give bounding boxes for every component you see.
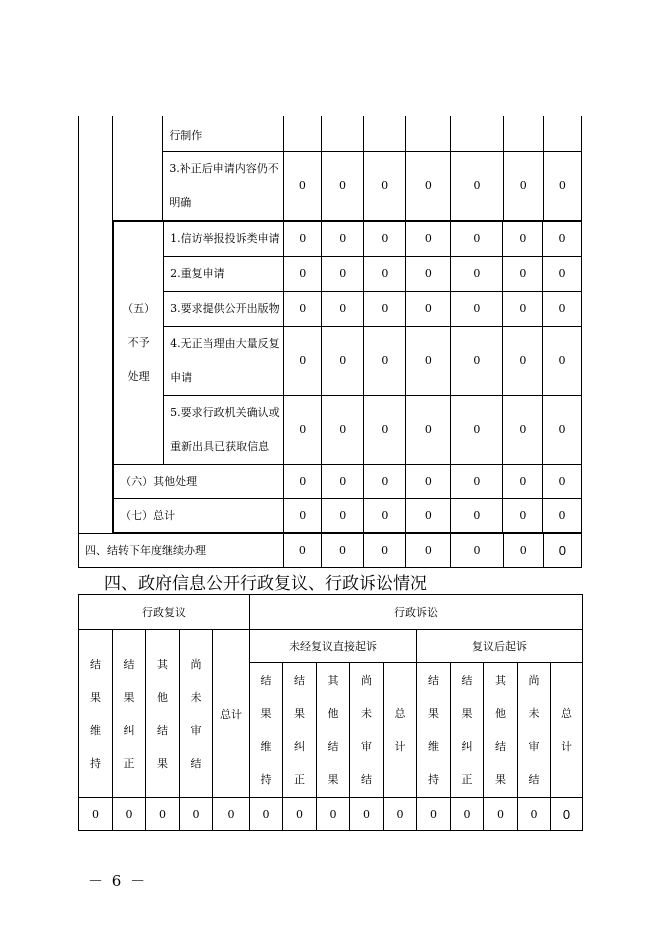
value-cell: 0 xyxy=(322,291,364,326)
value-cell: 0 xyxy=(451,291,503,326)
value-cell: 0 xyxy=(451,395,503,464)
value-cell: 0 xyxy=(364,498,406,532)
value-cell: 0 xyxy=(322,326,364,395)
value-cell: 0 xyxy=(406,533,451,567)
disclosure-table-continued xyxy=(78,116,582,568)
value-cell: 0 xyxy=(406,464,451,498)
value-cell: 0 xyxy=(113,798,146,831)
value-cell: 0 xyxy=(543,464,581,498)
review-header: 行政复议 xyxy=(79,595,250,630)
row-label: 3.补正后申请内容仍不 明确 xyxy=(163,151,283,220)
value-cell: 0 xyxy=(543,395,581,464)
after-col-header: 结 果 维 持 xyxy=(417,663,451,798)
value-cell: 0 xyxy=(283,533,321,567)
value-cell: 0 xyxy=(451,798,484,831)
value-cell xyxy=(364,116,406,151)
value-cell: 0 xyxy=(364,326,406,395)
value-cell xyxy=(321,116,363,151)
category-cell xyxy=(113,116,163,220)
direct-col-header: 结 果 纠 正 xyxy=(283,663,317,798)
value-cell: 0 xyxy=(364,291,406,326)
value-cell: 0 xyxy=(551,798,583,831)
table-row xyxy=(114,256,581,291)
value-cell: 0 xyxy=(451,326,503,395)
direct-col-header: 其 他 结 果 xyxy=(317,663,350,798)
value-cell: 0 xyxy=(284,326,322,395)
row-label: 3.要求提供公开出版物 xyxy=(164,291,284,326)
direct-col-header: 尚 未 审 结 xyxy=(350,663,384,798)
value-cell: 0 xyxy=(321,533,363,567)
section5-container xyxy=(113,220,582,533)
table-row xyxy=(79,116,582,151)
value-cell: 0 xyxy=(322,221,364,256)
value-cell: 0 xyxy=(484,798,518,831)
value-cell: 0 xyxy=(284,256,322,291)
value-cell: 0 xyxy=(503,395,543,464)
value-cell: 0 xyxy=(406,498,451,532)
value-cell: 0 xyxy=(322,464,364,498)
value-cell: 0 xyxy=(406,326,451,395)
table-row xyxy=(114,498,581,532)
value-cell: 0 xyxy=(543,221,581,256)
value-cell: 0 xyxy=(451,221,503,256)
value-cell: 0 xyxy=(451,151,503,220)
value-cell: 0 xyxy=(364,256,406,291)
value-cell: 0 xyxy=(503,221,543,256)
section5-category: （五） 不予 处理 xyxy=(114,221,164,464)
review-col-header: 尚 未 审 结 xyxy=(180,630,213,798)
row-label: （六）其他处理 xyxy=(114,464,284,498)
value-cell xyxy=(406,116,451,151)
row-label: 5.要求行政机关确认或 重新出具已获取信息 xyxy=(164,395,284,464)
value-cell: 0 xyxy=(317,798,350,831)
value-cell: 0 xyxy=(322,498,364,532)
value-cell: 0 xyxy=(543,256,581,291)
value-cell: 0 xyxy=(503,464,543,498)
value-cell: 0 xyxy=(543,151,581,220)
value-cell: 0 xyxy=(543,533,581,567)
value-cell: 0 xyxy=(451,256,503,291)
value-cell: 0 xyxy=(518,798,551,831)
review-col-header: 结 果 纠 正 xyxy=(113,630,146,798)
outer-category-cell xyxy=(79,116,113,533)
value-cell: 0 xyxy=(503,291,543,326)
after-col-header: 其 他 结 果 xyxy=(484,663,518,798)
value-cell xyxy=(543,116,581,151)
review-total-header: 总计 xyxy=(213,630,250,798)
value-cell: 0 xyxy=(406,291,451,326)
direct-litigation-header: 未经复议直接起诉 xyxy=(250,630,417,663)
value-cell: 0 xyxy=(284,291,322,326)
table-row xyxy=(114,464,581,498)
after-total-header: 总 计 xyxy=(551,663,583,798)
table-row xyxy=(79,595,583,630)
after-review-header: 复议后起诉 xyxy=(417,630,583,663)
value-cell: 0 xyxy=(503,326,543,395)
direct-col-header: 结 果 维 持 xyxy=(250,663,283,798)
value-cell: 0 xyxy=(451,533,503,567)
value-cell: 0 xyxy=(180,798,213,831)
row-label: 1.信访举报投诉类申请 xyxy=(164,221,284,256)
row-label: （七）总计 xyxy=(114,498,284,532)
value-cell: 0 xyxy=(79,798,113,831)
review-col-header: 结 果 维 持 xyxy=(79,630,113,798)
value-cell: 0 xyxy=(284,498,322,532)
after-col-header: 尚 未 审 结 xyxy=(518,663,551,798)
row-label: 四、结转下年度继续办理 xyxy=(79,533,284,567)
value-cell: 0 xyxy=(406,256,451,291)
table-row xyxy=(114,291,581,326)
value-cell: 0 xyxy=(406,221,451,256)
value-cell: 0 xyxy=(406,151,451,220)
value-cell: 0 xyxy=(321,151,363,220)
row-label: 2.重复申请 xyxy=(164,256,284,291)
value-cell: 0 xyxy=(364,221,406,256)
value-cell: 0 xyxy=(503,498,543,532)
direct-total-header: 总 计 xyxy=(384,663,417,798)
value-cell: 0 xyxy=(146,798,180,831)
litigation-header: 行政诉讼 xyxy=(250,595,583,630)
value-cell: 0 xyxy=(364,151,406,220)
row-label: 4.无正当理由大量反复 申请 xyxy=(164,326,284,395)
table-row xyxy=(114,395,581,464)
value-cell: 0 xyxy=(417,798,451,831)
section-heading: 四、政府信息公开行政复议、行政诉讼情况 xyxy=(104,574,427,594)
value-cell xyxy=(503,116,543,151)
value-cell xyxy=(451,116,503,151)
review-litigation-table xyxy=(78,594,583,831)
review-col-header: 其 他 结 果 xyxy=(146,630,180,798)
value-cell: 0 xyxy=(250,798,283,831)
value-cell: 0 xyxy=(543,291,581,326)
value-cell: 0 xyxy=(284,395,322,464)
value-cell: 0 xyxy=(364,395,406,464)
value-cell: 0 xyxy=(322,395,364,464)
value-cell: 0 xyxy=(283,798,317,831)
table-row xyxy=(79,630,583,663)
value-cell: 0 xyxy=(284,221,322,256)
after-col-header: 结 果 纠 正 xyxy=(451,663,484,798)
table-row xyxy=(79,220,582,533)
value-cell: 0 xyxy=(364,464,406,498)
value-cell: 0 xyxy=(503,151,543,220)
table-row xyxy=(79,533,582,567)
value-cell: 0 xyxy=(283,151,321,220)
value-cell: 0 xyxy=(543,498,581,532)
value-cell: 0 xyxy=(322,256,364,291)
value-cell: 0 xyxy=(406,395,451,464)
table-row xyxy=(114,326,581,395)
value-cell: 0 xyxy=(213,798,250,831)
value-cell xyxy=(283,116,321,151)
page-number: － 6 － xyxy=(88,872,148,890)
row-label: 行制作 xyxy=(163,116,283,151)
section5-table xyxy=(113,221,581,533)
value-cell: 0 xyxy=(384,798,417,831)
value-cell: 0 xyxy=(451,498,503,532)
value-cell: 0 xyxy=(284,464,322,498)
table-row xyxy=(79,798,583,831)
value-cell: 0 xyxy=(503,533,543,567)
table-row xyxy=(114,221,581,256)
value-cell: 0 xyxy=(451,464,503,498)
value-cell: 0 xyxy=(350,798,384,831)
value-cell: 0 xyxy=(503,256,543,291)
value-cell: 0 xyxy=(364,533,406,567)
value-cell: 0 xyxy=(543,326,581,395)
